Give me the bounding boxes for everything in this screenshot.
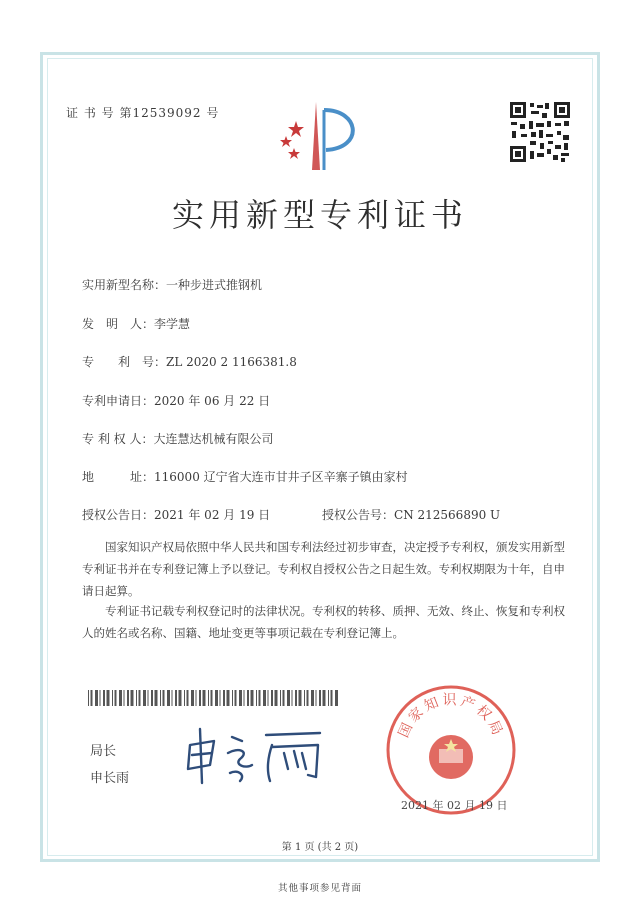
patent-number-value: ZL 2020 2 1166381.8	[166, 355, 297, 369]
patent-office-logo-icon	[268, 96, 378, 176]
address-field	[82, 468, 408, 485]
address-value: 116000 辽宁省大连市甘井子区辛寨子镇由家村	[154, 470, 408, 484]
patent-number-label: 专 利 号：	[82, 355, 167, 369]
patentee-label: 专 利 权 人：	[82, 432, 154, 446]
grant-date-field	[82, 506, 270, 523]
filing-date-value: 2020 年 06 月 22 日	[154, 394, 271, 408]
certificate-number: 证 书 号 第12539092 号	[66, 106, 220, 120]
utility-name-value: 一种步进式推钢机	[166, 278, 263, 292]
certificate-paragraph-1: 国家知识产权局依照中华人民共和国专利法经过初步审查，决定授予专利权，颁发实用新型专利证书并在专利登记簿上予以登记。专利权自授权公告之日起生效。专利权期限为十年，自申请日起算。	[82, 540, 565, 598]
director-name: 申长雨	[90, 771, 130, 786]
grant-number-value: CN 212566890 U	[394, 508, 501, 522]
utility-name-label: 实用新型名称：	[82, 278, 167, 292]
page-number: 第 1 页 (共 2 页)	[281, 842, 359, 853]
certificate-title: 实用新型专利证书	[171, 196, 468, 234]
grant-date-value: 2021 年 02 月 19 日	[154, 508, 271, 522]
director-signature-icon	[180, 725, 330, 785]
patentee-field	[82, 430, 273, 447]
seal-date: 2021 年 02 月 19 日	[401, 799, 508, 812]
grant-number-field	[322, 506, 500, 523]
inventor-value: 李学慧	[154, 317, 191, 331]
seal-text: 国家知识产权局	[395, 692, 507, 741]
filing-date-label: 专利申请日：	[82, 394, 155, 408]
inventor-label: 发 明 人：	[82, 317, 155, 331]
barcode-icon	[88, 690, 338, 706]
certificate-paragraph-2: 专利证书记载专利权登记时的法律状况。专利权的转移、质押、无效、终止、恢复和专利权人的姓名或名称、国籍、地址变更等事项记载在专利登记簿上。	[82, 604, 565, 640]
director-title: 局长	[90, 744, 117, 759]
grant-number-label: 授权公告号：	[322, 508, 395, 522]
patentee-value: 大连慧达机械有限公司	[153, 432, 274, 446]
qr-code-icon	[509, 101, 571, 163]
inventor-field	[82, 315, 190, 332]
utility-name-field	[82, 276, 262, 293]
address-label: 地 址：	[82, 470, 155, 484]
filing-date-field	[82, 392, 270, 409]
footer-note: 其他事项参见背面	[277, 883, 362, 894]
grant-date-label: 授权公告日：	[82, 508, 155, 522]
patent-number-field	[82, 353, 297, 370]
